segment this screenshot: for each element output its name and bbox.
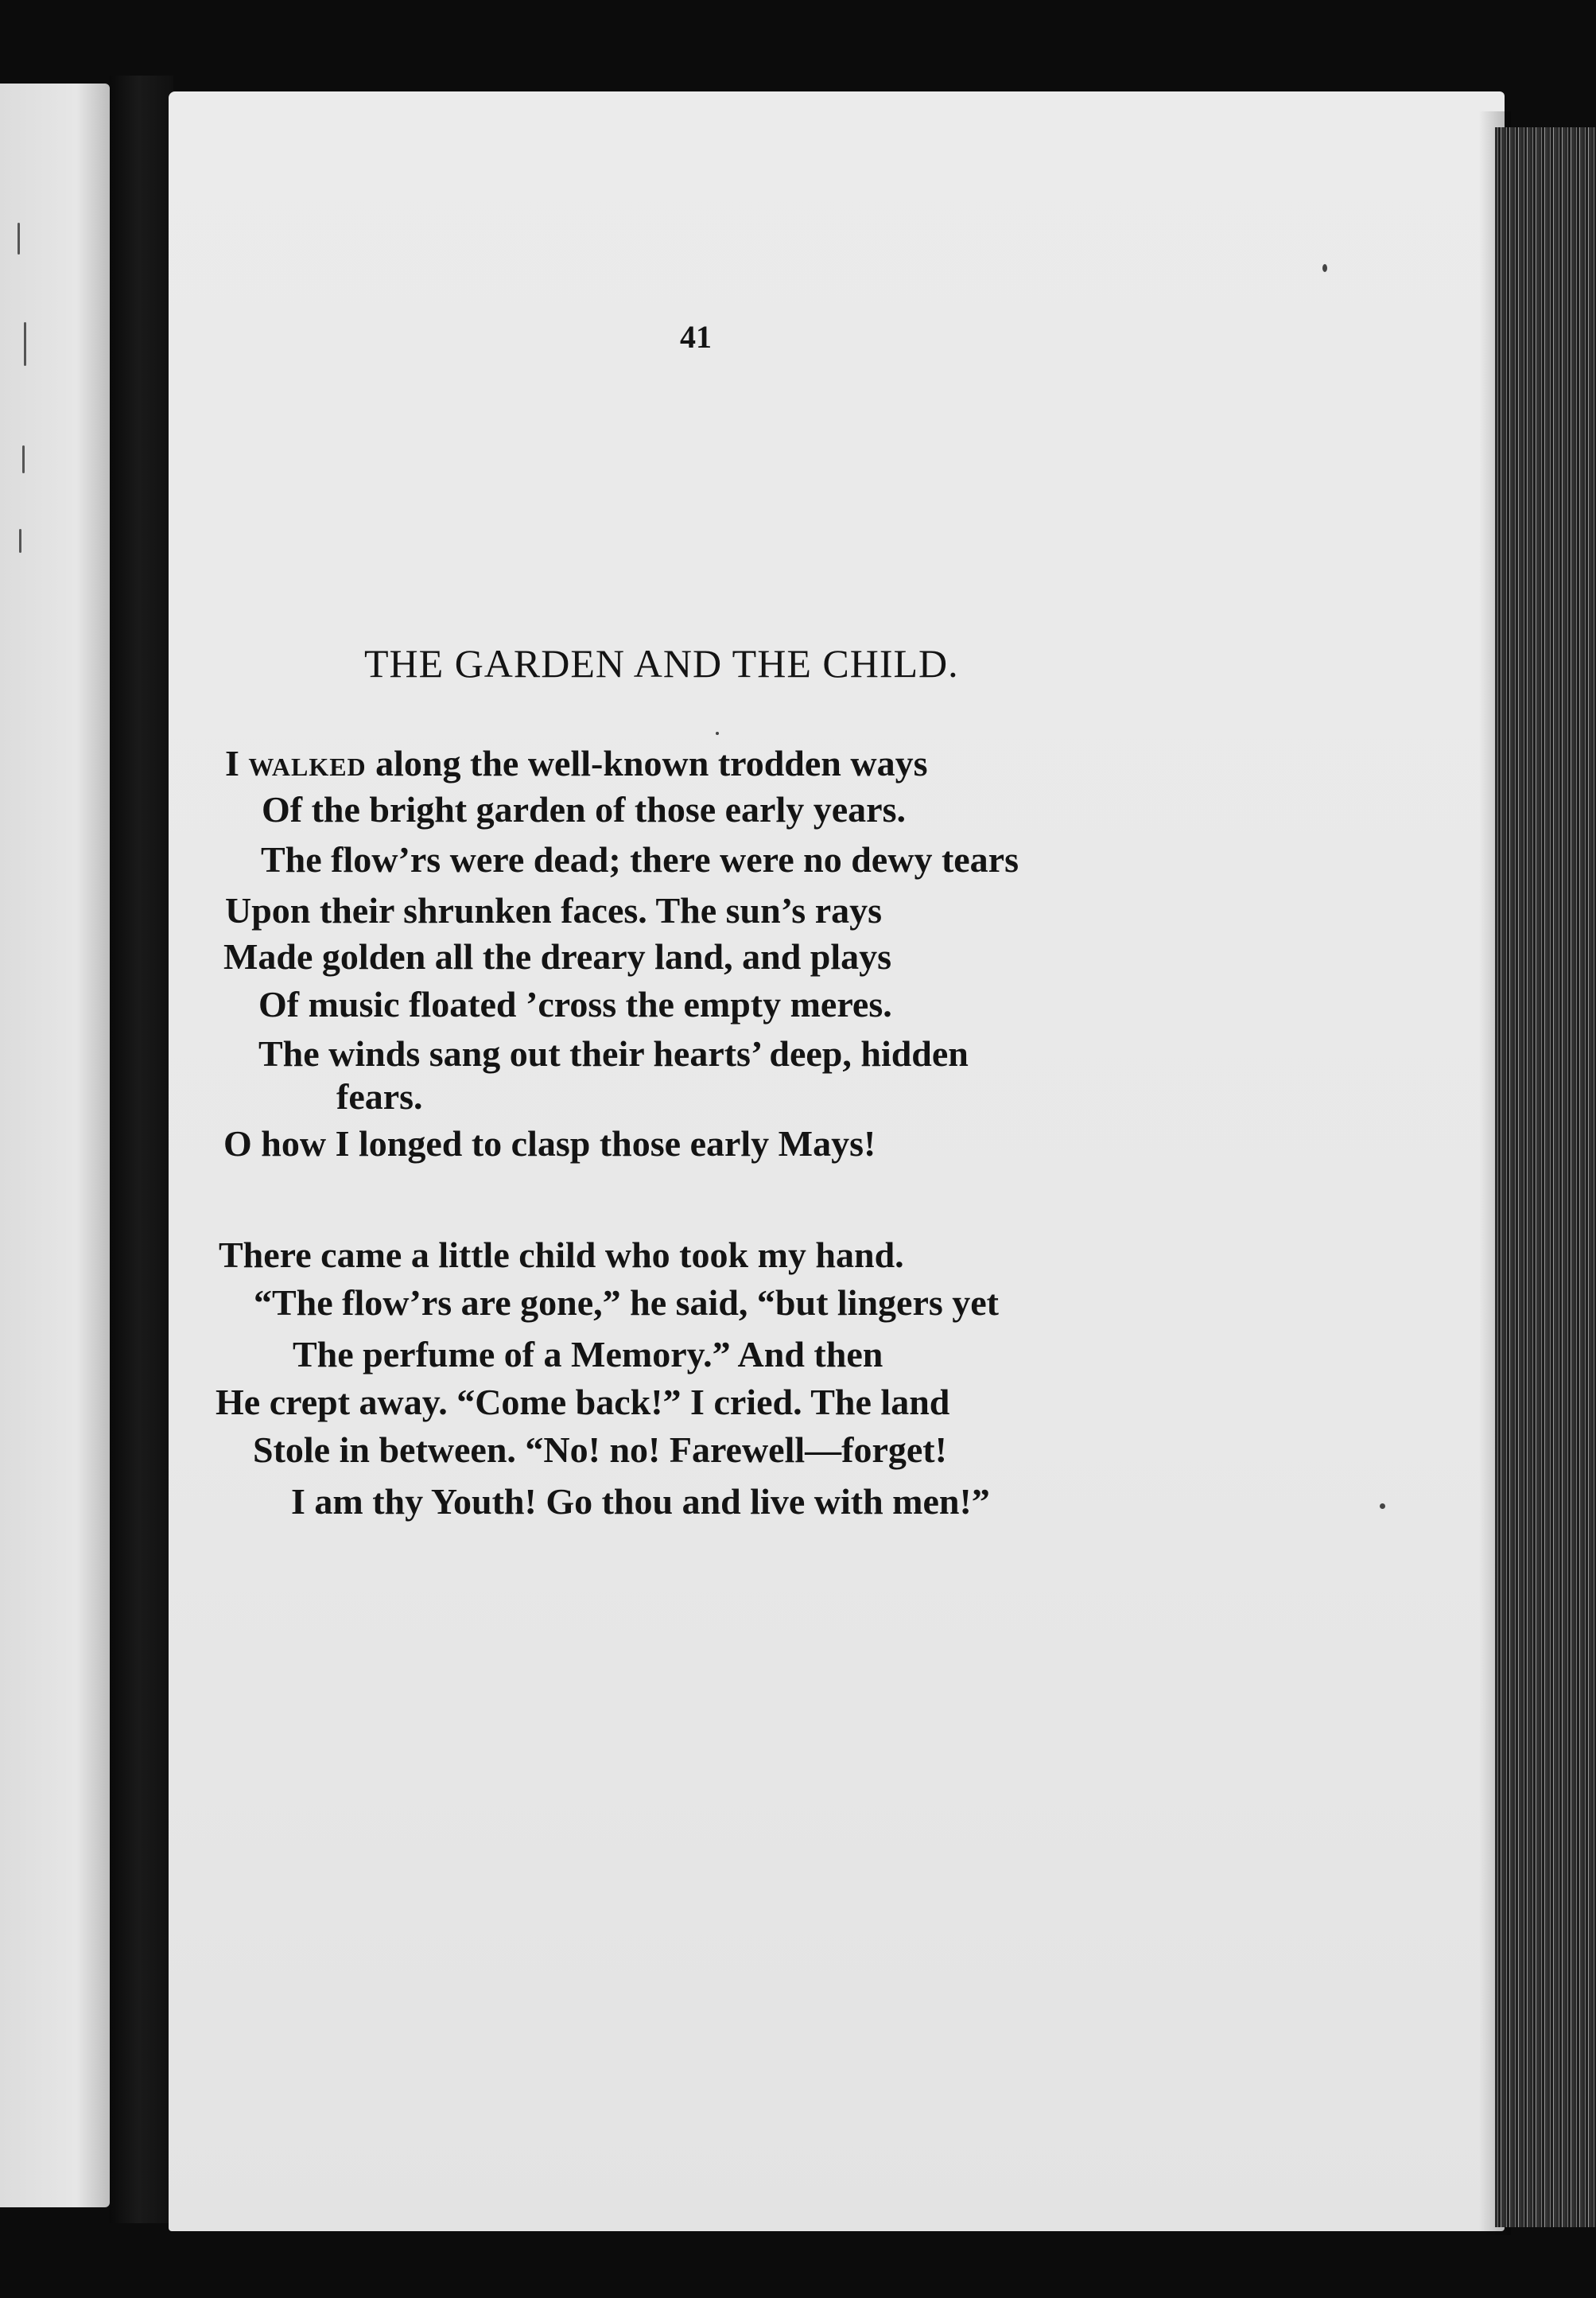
poem-line: O how I longed to clasp those early Mays!: [223, 1123, 876, 1164]
poem-line: Of music floated ’cross the empty meres.: [258, 984, 892, 1025]
poem-title: THE GARDEN AND THE CHILD.: [364, 641, 959, 686]
line-smallcaps-word: walked: [248, 743, 367, 783]
poem-line: I am thy Youth! Go thou and live with men!”: [291, 1481, 990, 1522]
poem-line: Upon their shrunken faces. The sun’s rays: [225, 890, 883, 931]
poem-line: [225, 745, 928, 782]
poem-line: The flow’rs were dead; there were no dewy tears: [261, 839, 1019, 880]
poem-line: There came a little child who took my hand.: [219, 1235, 904, 1275]
dust-speck: [716, 732, 719, 735]
book-gutter: [110, 76, 173, 2223]
poem-line: Of the bright garden of those early years.: [262, 789, 906, 830]
left-page-mark: [24, 322, 26, 366]
line-initial: I: [225, 743, 249, 783]
poem-line: “The flow’rs are gone,” he said, “but lingers yet: [254, 1282, 1000, 1323]
poem-line: Made golden all the dreary land, and plays: [223, 936, 892, 977]
poem-line: He crept away. “Come back!” I cried. The land: [216, 1382, 950, 1422]
dust-speck: [1322, 264, 1327, 272]
left-page-mark: [17, 223, 20, 255]
line-rest: along the well-known trodden ways: [366, 743, 928, 783]
page-stack-edges: [1495, 127, 1596, 2227]
left-page-edge: [0, 84, 110, 2207]
dust-speck: [1380, 1503, 1385, 1509]
left-page-mark: [22, 445, 25, 473]
poem-line: Stole in between. “No! no! Farewell—forget!: [253, 1429, 947, 1470]
poem-line: The perfume of a Memory.” And then: [293, 1334, 883, 1375]
poem-line: The winds sang out their hearts’ deep, hidden: [258, 1033, 969, 1074]
left-page-mark: [19, 529, 21, 553]
poem-line: fears.: [336, 1076, 423, 1117]
page-number: 41: [680, 319, 712, 355]
